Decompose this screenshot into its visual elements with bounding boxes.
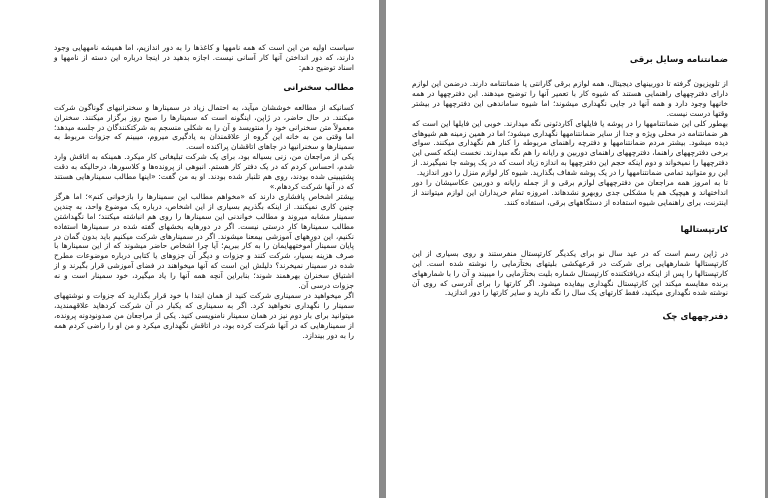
section-heading-lecture-notes: مطالب سخنرانی — [283, 82, 354, 93]
right-page-text — [412, 54, 728, 323]
intro-paragraph: سیاست اولیه من این است که همه نامهها و کاغذها را به دور اندازیم، اما همیشه نامههایی وجود دارند، که دور انداختن آنها کار آسانی نیست. اجازه بدهید در اینجا درباره این دسته از نامهها و اسناد توضیح دهم: — [54, 43, 354, 72]
body-paragraph: یکی از مراجعان من، زنی بسیاله بود، برای یک شرکت تبلیغاتی کار میکرد. همینکه به اتاقش وارد شدم، احساس کردم که در یک دفتر کار هستم. انبوهی از پرونده‌ها و کلاسورها، درحالیکه به دقت پشتیبینی شده بودند، روی هم تلنبار شده بودند. او به من گفت: «اینها مطالب سمینارهایی هستند که در آنها شرکت کردهام.» — [54, 152, 354, 191]
body-paragraph: بهطور کلی این ضمانتنامهها را در پوشه یا فایلهای آکاردئونی نگه میدارند. خوبی این فایلها این است که هر ضمانتنامه در محلی ویژه و جدا از سایر ضمانتنامهها نگهداری میشود؛ اما در همین زمینه هم شیوهای دیده میشود. بیشتر مردم ضمانتنامهها و دفترچه راهنمای مربوطه را کنار هم نگهداری میکنند. سوای برخی دفترچههای راهنما، دفترچههای راهنمای دوربین و رایانه را هم نگه میدارند. نخست اینکه کسی این دفترچهها را نمیخواند و دوم اینکه حجم این دفترچهها به اندازه زیاد است که در یک پوشه جا نمیگیرند. از این رو متوانید تمامی ضمانتنامهها را در یک پوشه شفاف بگذارید. شیوه کار لوازم منزل را دور اندازید. — [412, 118, 728, 178]
body-paragraph: کسانیکه از مطالعه خوششان میآید، به احتمال زیاد در سمینارها و سخنرانیهای گوناگون شرکت میکنند. در حال حاضر، در ژاپن، اینگونه است که سمینارها را صبح روز برگزار میکنند. سخنران معمولاً متن سخنرانی خود را منتویسد و آن را به شکلی منسجم به شرکتکنندگان در جلسه میدهد؛ اما وقتی من به خانه این گروه از علاقمندان به یادگیری میروم، میبینم که جزوات مربوط به سمینارها و سخنرانیها در جاهای اتاقشان پراکنده است. — [54, 102, 354, 152]
section-heading-postcards: کارتپستالها — [680, 224, 728, 235]
left-page-text — [54, 43, 354, 340]
body-paragraph: در ژاپن رسم است که در عید سال نو برای یکدیگر کارتپستال منفرستند و روی بسیاری از این کارتپستالها شمارههایی برای شرکت در قرعهکشی بلیتهای بختآزمایی را نوشته شده است. این کارتپستالها را پس از اینکه دریافتکننده کارتپستال شماره بلیت بختآزمایی را میبیند و آن را با شمارههای برنده مقایسه میکند این کارتپستال نگهداری بیفایده میشود. اگر کارتها را برای آدرسی که روی آن نوشته شده نگهداری میکنید، فقط کارتهای یک سال را نگه دارید و سایر کارتها را دور اندازید. — [412, 248, 728, 298]
body-paragraph: تا به امروز همه مراجعان من دفترچههای لوازم برقی و از جمله رایانه و دوربین عکاسیشان را دور انداختهاند و هیچیک هم با مشکلی جدی روبهرو نشدهاند. امروزه تمام خریداران این لوازم میتوانند از اینترنت، برای راهنمایی شیوه استفاده از دستگاههای برقی، استفاده کنند. — [412, 178, 728, 207]
left-page — [0, 0, 379, 498]
body-paragraph: اگر میخواهید در سمیناری شرکت کنید از همان ابتدا با خود قرار بگذارید که جزوات و نوشتههای سمینار را نگهداری نخواهید کرد. اگر به سمیناری که یکبار در آن شرکت کردهاید علاقهمندید، میتوانید برای بار دوم نیز در همان سمینار نامنویسی کنید. یکی از مراجعان من صدونودونه پرونده، از سمینارهایی که در آنها شرکت کرده بود، در اتاقش نگهداری میکرد و من او را راضی کردم همه را به دور بیندازد. — [54, 290, 354, 340]
right-page — [386, 0, 765, 498]
body-paragraph: از تلویزیون گرفته تا دوربینهای دیجیتال، همه لوازم برقی گارانتی یا ضمانتنامه دارند. درضمن این لوازم دارای دفترچههای راهنمایی هستند که شیوه کار با تعمیر آنها را توضیح میدهند. این دفترچهها در همه خانهها وجود دارد و همه آنها در جایی نگهداری میشوند؛ اما شیوه ساماندهی این دفترچهها در بیشتر وقتها درست نیست. — [412, 79, 728, 118]
section-heading-checkbooks: دفترچههای چک — [662, 312, 728, 323]
section-heading-warranties: ضمانتنامه وسایل برقی — [629, 55, 728, 65]
body-paragraph: بیشتر اشخاص پافشاری دارند که «مخواهم مطالب این سمینارها را بازخوانی کنم»؛ اما هرگز چنین کاری نمیکنند. از اینکه بگذریم بسیاری از این اشخاص، درباره یک موضوع واحد، به چندین سمینار مشابه میروند و مطالب خواندنی این سمینارها را روی هم انباشته میکنند؛ اما نگهداشتن مطالب سمینارها کار درستی نیست. اگر در دورهایه بخشهای گفته شده در سمینارها استفاده نکنیم، این دورههای آموزشی بیمعنا میشوند. اگر در سمینارهای شرکت میکنیم باید بدون گمان در پایان سمینار آموختههایمان را به کار ببریم؛ آیا چرا اشخاص حاضر میشوند که از این سمینارها با صرف هزینه بسیار، شرکت کنند و جزوات و دیگر آن جزوهای یا کتابی درباره موضوعات مطرح شده در سمینار نمیخرند؟ دلیلش این است که آنها میخواهند در فضای آموزشی قرار بگیرند و از اشتیاق سخنران بهرهمند شوند؛ بنابراین آنچه همه آنها را یاد میگیرد، خود سمینار است و نه جزوات درسی آن. — [54, 191, 354, 291]
